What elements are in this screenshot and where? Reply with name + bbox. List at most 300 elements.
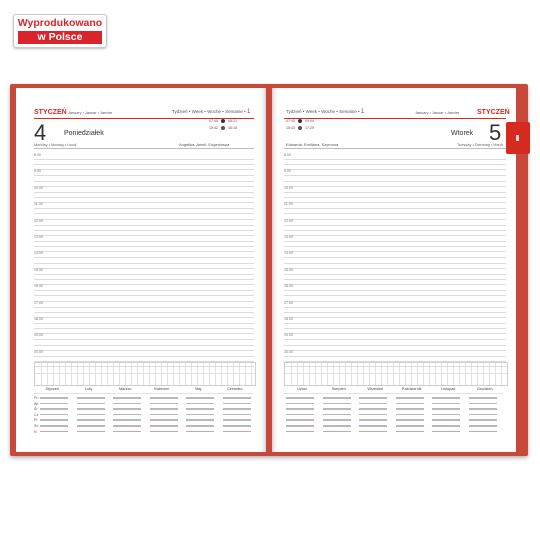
hour-label: 14.00 <box>284 251 293 256</box>
calendar-day-row <box>469 419 497 421</box>
hour-label: 19.00 <box>34 333 43 338</box>
left-day-name: Poniedziałek <box>64 130 104 137</box>
grid-line <box>239 363 240 385</box>
writing-line <box>284 246 506 247</box>
hour-label: 20.00 <box>34 349 43 354</box>
grid-line <box>417 363 418 385</box>
writing-line <box>34 181 254 182</box>
calendar-day-row <box>432 408 460 410</box>
left-month: STYCZEŃ <box>34 109 67 116</box>
writing-line <box>284 169 506 170</box>
calendar-divider <box>34 393 253 394</box>
moon-icon <box>221 126 225 130</box>
grid-line <box>221 363 222 385</box>
writing-line <box>284 208 506 209</box>
grid-line <box>447 363 448 385</box>
writing-line <box>34 169 254 170</box>
grid-line <box>423 363 424 385</box>
grid-line <box>89 363 90 385</box>
hour-label: 16.00 <box>34 284 43 289</box>
calendar-day-row <box>323 419 351 421</box>
calendar-day-row <box>186 403 214 405</box>
calendar-day-row <box>432 414 460 416</box>
calendar-day-row <box>40 403 68 405</box>
writing-line <box>284 317 506 318</box>
calendar-day-row <box>323 431 351 433</box>
grid-line <box>405 363 406 385</box>
writing-line <box>284 290 506 291</box>
right-moonrise: 09:04 <box>305 119 314 123</box>
right-month-translations: January • Januar • Janvier <box>415 111 460 115</box>
hour-label: 15.00 <box>284 267 293 272</box>
left-moonrise: 08:21 <box>228 119 237 123</box>
calendar-day-row <box>323 414 351 416</box>
calendar-day-row <box>359 419 387 421</box>
writing-line <box>284 175 506 176</box>
writing-line <box>34 213 254 214</box>
calendar-day-row <box>186 408 214 410</box>
grid-line <box>203 363 204 385</box>
writing-line <box>34 263 254 264</box>
grid-line <box>483 363 484 385</box>
writing-line <box>284 235 506 236</box>
calendar-day-row <box>40 414 68 416</box>
calendar-day-row <box>286 403 314 405</box>
writing-line <box>284 241 506 242</box>
calendar-day-row <box>323 408 351 410</box>
writing-line <box>284 333 506 334</box>
writing-line <box>34 208 254 209</box>
calendar-day-row <box>323 403 351 405</box>
calendar-day-row <box>432 419 460 421</box>
writing-line <box>34 235 254 236</box>
left-month-translations: January • Januar • Janvier <box>68 111 113 115</box>
writing-line <box>34 197 254 198</box>
grid-line <box>327 363 328 385</box>
writing-line <box>284 312 506 313</box>
calendar-day-row <box>150 419 178 421</box>
calendar-day-row <box>396 419 424 421</box>
mini-calendar-month: Sierpień <box>331 387 346 391</box>
calendar-day-row <box>150 425 178 427</box>
writing-line <box>284 284 506 285</box>
writing-line <box>284 213 506 214</box>
mini-calendar-month: Marzec <box>119 387 132 391</box>
writing-line <box>34 257 254 258</box>
writing-line <box>284 230 506 231</box>
left-moon-times <box>209 126 237 130</box>
writing-line <box>34 202 254 203</box>
writing-line <box>284 181 506 182</box>
grid-line <box>77 363 78 385</box>
weekday-letter: Śr <box>34 407 38 412</box>
grid-line <box>173 363 174 385</box>
left-notes-grid <box>34 362 256 386</box>
calendar-day-row <box>359 414 387 416</box>
hour-label: 20.00 <box>284 349 293 354</box>
writing-line <box>284 186 506 187</box>
grid-line <box>197 363 198 385</box>
grid-line <box>107 363 108 385</box>
right-month: STYCZEŃ <box>477 109 510 116</box>
calendar-day-row <box>40 431 68 433</box>
mini-calendar-month: Maj <box>195 387 202 391</box>
writing-line <box>34 339 254 340</box>
grid-line <box>47 363 48 385</box>
writing-line <box>34 333 254 334</box>
calendar-day-row <box>223 403 251 405</box>
calendar-day-row <box>113 419 141 421</box>
calendar-day-row <box>186 414 214 416</box>
hour-label: 17.00 <box>284 300 293 305</box>
calendar-day-row <box>432 397 460 399</box>
calendar-day-row <box>286 419 314 421</box>
grid-line <box>471 363 472 385</box>
grid-line <box>65 363 66 385</box>
calendar-day-row <box>469 397 497 399</box>
left-moonset: 16:18 <box>228 126 237 130</box>
calendar-divider <box>284 393 503 394</box>
mini-calendar-month: Styczeń <box>45 387 59 391</box>
grid-line <box>101 363 102 385</box>
writing-line <box>34 328 254 329</box>
writing-line <box>34 186 254 187</box>
hour-label: 9.00 <box>34 169 41 174</box>
grid-line <box>495 363 496 385</box>
writing-line <box>34 164 254 165</box>
writing-line <box>284 202 506 203</box>
grid-line <box>459 363 460 385</box>
left-subheader-rule <box>34 148 254 149</box>
calendar-day-row <box>286 408 314 410</box>
writing-line <box>284 323 506 324</box>
writing-line <box>284 164 506 165</box>
right-sunset: 15:43 <box>286 126 295 130</box>
grid-line <box>489 363 490 385</box>
calendar-day-row <box>396 425 424 427</box>
calendar-day-row <box>359 397 387 399</box>
left-name-days: Angelika, Anieli, Eugeniusza <box>179 142 230 147</box>
calendar-day-row <box>77 419 105 421</box>
weekday-letter: Pn <box>34 396 39 400</box>
mini-calendar-month: Listopad <box>441 387 456 391</box>
calendar-day-row <box>223 397 251 399</box>
hour-label: 18.00 <box>284 317 293 321</box>
grid-line <box>119 363 120 385</box>
hour-label: 17.00 <box>34 300 43 305</box>
grid-line <box>357 363 358 385</box>
bookmark-mark <box>516 135 519 141</box>
writing-line <box>284 192 506 193</box>
calendar-day-row <box>113 408 141 410</box>
calendar-day-row <box>432 425 460 427</box>
grid-line <box>215 363 216 385</box>
writing-line <box>284 274 506 275</box>
right-week-number: 1 <box>360 109 365 115</box>
mini-calendar-month: Czerwiec <box>226 387 243 391</box>
calendar-day-row <box>396 397 424 399</box>
mini-calendar-month: Październik <box>401 387 422 391</box>
hour-label: 10.00 <box>34 185 43 190</box>
hour-label: 16.00 <box>284 284 293 289</box>
grid-line <box>351 363 352 385</box>
calendar-day-row <box>469 425 497 427</box>
grid-line <box>167 363 168 385</box>
grid-line <box>363 363 364 385</box>
writing-line <box>284 225 506 226</box>
writing-line <box>34 312 254 313</box>
calendar-day-row <box>150 403 178 405</box>
calendar-day-row <box>223 414 251 416</box>
right-week-text: Tydzień • Week • Woche • Semaine • <box>286 109 360 114</box>
weekday-letter: N <box>34 429 37 434</box>
calendar-day-row <box>323 425 351 427</box>
hour-label: 19.00 <box>284 333 293 338</box>
writing-line <box>284 356 506 357</box>
hour-label: 13.00 <box>284 235 293 239</box>
writing-line <box>284 219 506 220</box>
calendar-day-row <box>186 419 214 421</box>
writing-line <box>284 263 506 264</box>
writing-line <box>34 290 254 291</box>
hour-label: 8.00 <box>284 153 291 157</box>
calendar-day-row <box>77 408 105 410</box>
calendar-day-row <box>40 419 68 421</box>
hour-label: 8.00 <box>34 153 41 157</box>
calendar-day-row <box>359 431 387 433</box>
writing-line <box>34 246 254 247</box>
right-moonset: 17:29 <box>305 126 314 130</box>
writing-line <box>34 295 254 296</box>
mini-calendar-month: Luty <box>85 387 93 391</box>
calendar-day-row <box>113 403 141 405</box>
calendar-day-row <box>286 414 314 416</box>
sun-icon <box>221 119 225 123</box>
grid-line <box>333 363 334 385</box>
calendar-day-row <box>113 397 141 399</box>
calendar-day-row <box>286 397 314 399</box>
grid-line <box>71 363 72 385</box>
hour-label: 11.00 <box>284 202 293 207</box>
sun-icon <box>298 119 302 123</box>
grid-line <box>191 363 192 385</box>
grid-line <box>41 363 42 385</box>
mini-calendar-month: Wrzesień <box>367 387 384 391</box>
grid-line <box>345 363 346 385</box>
right-day-number: 5 <box>489 120 502 145</box>
calendar-day-row <box>396 431 424 433</box>
writing-line <box>284 257 506 258</box>
writing-line <box>34 192 254 193</box>
calendar-day-row <box>359 408 387 410</box>
writing-line <box>34 175 254 176</box>
writing-line <box>284 307 506 308</box>
writing-line <box>284 295 506 296</box>
calendar-day-row <box>223 419 251 421</box>
right-name-days: Edwarda, Emiliana, Szymona <box>286 142 339 147</box>
writing-line <box>284 339 506 340</box>
writing-line <box>34 251 254 252</box>
writing-line <box>34 219 254 220</box>
right-day-name: Wtorek <box>451 130 474 137</box>
left-day-translations: Monday • Montag • Lundi <box>34 143 77 147</box>
right-moon-times <box>286 126 314 130</box>
calendar-day-row <box>150 397 178 399</box>
writing-line <box>34 317 254 318</box>
calendar-day-row <box>113 425 141 427</box>
grid-line <box>227 363 228 385</box>
calendar-day-row <box>150 414 178 416</box>
writing-line <box>34 279 254 280</box>
calendar-day-row <box>396 403 424 405</box>
writing-line <box>284 251 506 252</box>
calendar-day-row <box>150 408 178 410</box>
calendar-day-row <box>286 431 314 433</box>
grid-line <box>321 363 322 385</box>
right-notes-grid <box>284 362 508 386</box>
calendar-day-row <box>396 408 424 410</box>
calendar-day-row <box>77 425 105 427</box>
grid-line <box>233 363 234 385</box>
writing-line <box>284 197 506 198</box>
calendar-day-row <box>77 397 105 399</box>
grid-line <box>161 363 162 385</box>
grid-line <box>245 363 246 385</box>
writing-line <box>284 301 506 302</box>
grid-line <box>411 363 412 385</box>
grid-line <box>185 363 186 385</box>
writing-line <box>284 268 506 269</box>
grid-line <box>393 363 394 385</box>
left-page <box>16 88 266 452</box>
calendar-day-row <box>396 414 424 416</box>
calendar-day-row <box>150 431 178 433</box>
calendar-day-row <box>323 397 351 399</box>
writing-line <box>284 279 506 280</box>
grid-line <box>131 363 132 385</box>
calendar-day-row <box>469 414 497 416</box>
mini-calendar-month: Lipiec <box>297 387 308 391</box>
grid-line <box>143 363 144 385</box>
writing-line <box>34 225 254 226</box>
grid-line <box>291 363 292 385</box>
grid-line <box>179 363 180 385</box>
writing-line <box>34 274 254 275</box>
grid-line <box>113 363 114 385</box>
hour-label: 9.00 <box>284 169 291 174</box>
writing-line <box>34 230 254 231</box>
hour-label: 15.00 <box>34 267 43 272</box>
grid-line <box>315 363 316 385</box>
hour-label: 10.00 <box>284 185 293 190</box>
calendar-day-row <box>186 425 214 427</box>
calendar-day-row <box>432 403 460 405</box>
grid-line <box>285 373 507 374</box>
calendar-day-row <box>113 414 141 416</box>
mini-calendar-month: Grudzień <box>477 387 493 391</box>
calendar-day-row <box>40 397 68 399</box>
calendar-day-row <box>223 431 251 433</box>
right-day-translations: Tuesday • Dienstag • Mardi <box>457 143 503 147</box>
writing-line <box>34 268 254 269</box>
left-day-number: 4 <box>34 120 47 145</box>
grid-line <box>53 363 54 385</box>
weekday-letter: So <box>34 424 39 428</box>
writing-line <box>284 350 506 351</box>
right-page <box>272 88 516 452</box>
grid-line <box>429 363 430 385</box>
grid-line <box>137 363 138 385</box>
grid-line <box>35 373 255 374</box>
mini-calendar-month: Kwiecień <box>154 387 170 391</box>
grid-line <box>209 363 210 385</box>
writing-line <box>34 356 254 357</box>
writing-line <box>34 307 254 308</box>
grid-line <box>95 363 96 385</box>
calendar-day-row <box>186 431 214 433</box>
grid-line <box>303 363 304 385</box>
grid-line <box>399 363 400 385</box>
calendar-day-row <box>469 408 497 410</box>
calendar-day-row <box>77 431 105 433</box>
left-week-number: 1 <box>246 109 251 115</box>
writing-line <box>34 301 254 302</box>
calendar-day-row <box>469 431 497 433</box>
left-week-label <box>172 109 250 115</box>
grid-line <box>477 363 478 385</box>
hour-label: 12.00 <box>34 218 43 223</box>
grid-line <box>59 363 60 385</box>
right-week-label <box>286 109 364 115</box>
hour-label: 12.00 <box>284 218 293 223</box>
calendar-day-row <box>113 431 141 433</box>
grid-line <box>381 363 382 385</box>
calendar-day-row <box>77 414 105 416</box>
calendar-day-row <box>186 397 214 399</box>
weekday-letter: Cz <box>34 412 39 417</box>
writing-line <box>34 323 254 324</box>
weekday-letter: Wt <box>34 401 39 406</box>
grid-line <box>83 363 84 385</box>
calendar-day-row <box>359 403 387 405</box>
grid-line <box>339 363 340 385</box>
calendar-day-row <box>469 403 497 405</box>
left-sunset: 15:42 <box>209 126 218 130</box>
grid-line <box>453 363 454 385</box>
calendar-day-row <box>77 403 105 405</box>
calendar-day-row <box>286 425 314 427</box>
badge-line-1: Wyprodukowano <box>17 17 103 29</box>
hour-label: 14.00 <box>34 251 43 256</box>
calendar-day-row <box>432 431 460 433</box>
left-sunrise: 07:45 <box>209 119 218 123</box>
hour-label: 13.00 <box>34 235 43 239</box>
grid-line <box>387 363 388 385</box>
calendar-day-row <box>223 408 251 410</box>
grid-line <box>501 363 502 385</box>
grid-line <box>251 363 252 385</box>
writing-line <box>284 328 506 329</box>
calendar-day-row <box>40 408 68 410</box>
writing-line <box>34 284 254 285</box>
grid-line <box>149 363 150 385</box>
calendar-day-row <box>223 425 251 427</box>
right-sun-times <box>286 119 314 123</box>
weekday-letter: Pt <box>34 418 38 423</box>
ribbon-bookmark[interactable] <box>506 122 530 154</box>
calendar-day-row <box>40 425 68 427</box>
grid-line <box>309 363 310 385</box>
